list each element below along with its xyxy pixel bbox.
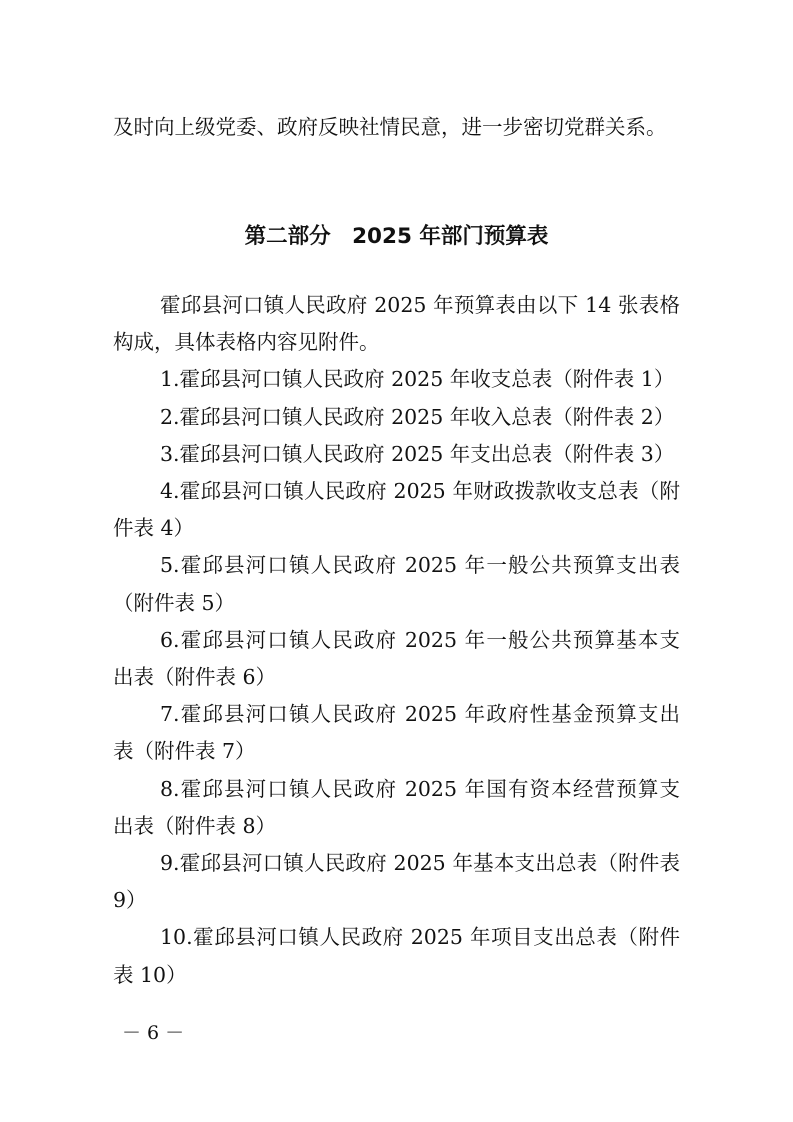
section-heading: 第二部分 2025 年部门预算表 (244, 224, 549, 249)
paragraph-continuation: 表（附件表 7） (113, 739, 256, 764)
paragraph-continuation: （附件表 5） (113, 590, 236, 615)
paragraph-line: 7.霍邱县河口镇人民政府 2025 年政府性基金预算支出 (160, 702, 680, 727)
paragraph-line: 9.霍邱县河口镇人民政府 2025 年基本支出总表（附件表 (160, 851, 680, 875)
paragraph-continuation: 构成，具体表格内容见附件。 (113, 330, 380, 355)
paragraph-continuation: 出表（附件表 8） (113, 813, 277, 838)
paragraph-line: 8.霍邱县河口镇人民政府 2025 年国有资本经营预算支 (160, 776, 680, 801)
paragraph-continuation: 出表（附件表 6） (113, 665, 277, 689)
paragraph-line: 3.霍邱县河口镇人民政府 2025 年支出总表（附件表 3） (160, 441, 675, 466)
page-number: － 6 － (122, 1022, 185, 1044)
paragraph-line: 10.霍邱县河口镇人民政府 2025 年项目支出总表（附件 (160, 925, 680, 950)
paragraph-line: 霍邱县河口镇人民政府 2025 年预算表由以下 14 张表格 (160, 293, 680, 317)
paragraph-line: 4.霍邱县河口镇人民政府 2025 年财政拨款收支总表（附 (160, 479, 680, 503)
paragraph-line: 2.霍邱县河口镇人民政府 2025 年收入总表（附件表 2） (160, 404, 675, 429)
paragraph-line: 6.霍邱县河口镇人民政府 2025 年一般公共预算基本支 (160, 627, 680, 652)
intro-line: 及时向上级党委、政府反映社情民意，进一步密切党群关系。 (113, 115, 667, 139)
paragraph-continuation: 件表 4） (113, 516, 195, 541)
paragraph-line: 5.霍邱县河口镇人民政府 2025 年一般公共预算支出表 (160, 553, 680, 578)
paragraph-line: 1.霍邱县河口镇人民政府 2025 年收支总表（附件表 1） (160, 367, 675, 392)
paragraph-continuation: 9） (113, 888, 147, 913)
paragraph-continuation: 表 10） (113, 962, 187, 987)
